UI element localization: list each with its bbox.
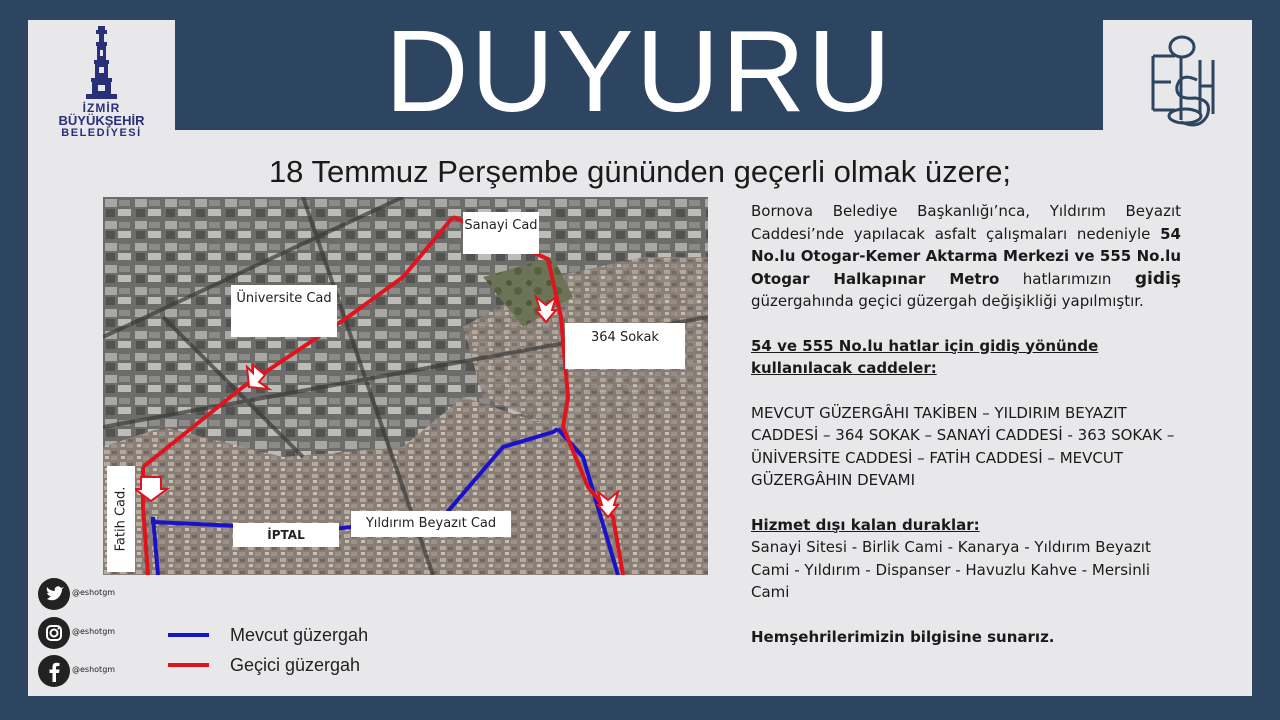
stops-list: Sanayi Sitesi - Birlik Cami - Kanarya - Yıldırım Beyazıt Cami - Yıldırım - Dispanser - Havuzlu Kahve - Mersinli Cami [751, 538, 1151, 601]
izmir-municipality-logo [28, 20, 175, 139]
announcement-text [751, 200, 1181, 648]
stops-heading: Hizmet dışı kalan duraklar: [751, 515, 980, 534]
logo-text-belediyesi: BELEDİYESİ [61, 127, 142, 139]
facebook-handle: @eshotgm [72, 665, 116, 674]
announcement-paragraph [751, 200, 1181, 313]
direction-word: gidiş [1134, 268, 1181, 289]
paragraph-end: güzergahında geçici güzergah değişikliği yapılmıştır. [751, 292, 1144, 310]
twitter-handle: @eshotgm [72, 588, 116, 597]
clock-tower-icon [28, 20, 175, 102]
facebook-icon [38, 655, 70, 687]
legend-temporary-label: Geçici güzergah [230, 655, 361, 675]
map-label-yildirim-beyazit: Yıldırım Beyazıt Cad [351, 511, 511, 537]
twitter-icon [38, 578, 70, 610]
affected-lines: 54 No.lu Otogar-Kemer Aktarma Merkezi ve 555 No.lu Otogar Halkapınar Metro [751, 224, 1181, 288]
route-description: MEVCUT GÜZERGÂHI TAKİBEN – YILDIRIM BEYAZIT CADDESİ – 364 SOKAK – SANAYİ CADDESİ - 363 SOKAK – ÜNİVERSİTE CADDESİ – FATİH CADDESİ – MEVCUT GÜZERGÂHIN DEVAMI [751, 403, 1175, 489]
map-label-iptal: İPTAL [233, 523, 339, 547]
map-label-fatih [107, 466, 135, 572]
legend-temporary-swatch [168, 663, 209, 667]
instagram-handle: @eshotgm [72, 627, 116, 636]
closing-statement: Hemşehrilerimizin bilgisine sunarız. [751, 627, 1055, 646]
social-instagram[interactable] [38, 617, 178, 649]
route-heading: 54 ve 555 No.lu hatlar için gidiş yönünde kullanılacak caddeler: [751, 336, 1099, 377]
map-label-fatih-text: Fatih Cad. [113, 486, 129, 552]
eshot-logo [1103, 20, 1252, 130]
logo-text-buyuksehir: BÜYÜKŞEHİR [58, 113, 145, 128]
route-map [103, 197, 708, 575]
instagram-icon [38, 617, 70, 649]
social-twitter[interactable] [38, 578, 178, 610]
eshot-monogram-icon [1103, 20, 1252, 130]
map-label-universite: Üniversite Cad [231, 285, 337, 337]
page-title: DUYURU [384, 6, 894, 136]
logo-text-izmir: İZMİR [82, 101, 121, 115]
legend-current-label: Mevcut güzergah [230, 625, 369, 645]
effective-date-heading: 18 Temmuz Perşembe gününden geçerli olmak üzere; [268, 154, 1012, 189]
legend-current-swatch [168, 633, 209, 637]
map-label-sanayi: Sanayi Cad [463, 212, 539, 254]
map-label-364-sokak: 364 Sokak [565, 323, 685, 369]
paragraph-mid: hatlarımızın [999, 269, 1135, 288]
paragraph-intro: Bornova Belediye Başkanlığı’nca, Yıldırım Beyazıt Caddesi’nde yapılacak asfalt çalışmaları nedeniyle [751, 202, 1181, 243]
social-facebook[interactable] [38, 655, 178, 687]
